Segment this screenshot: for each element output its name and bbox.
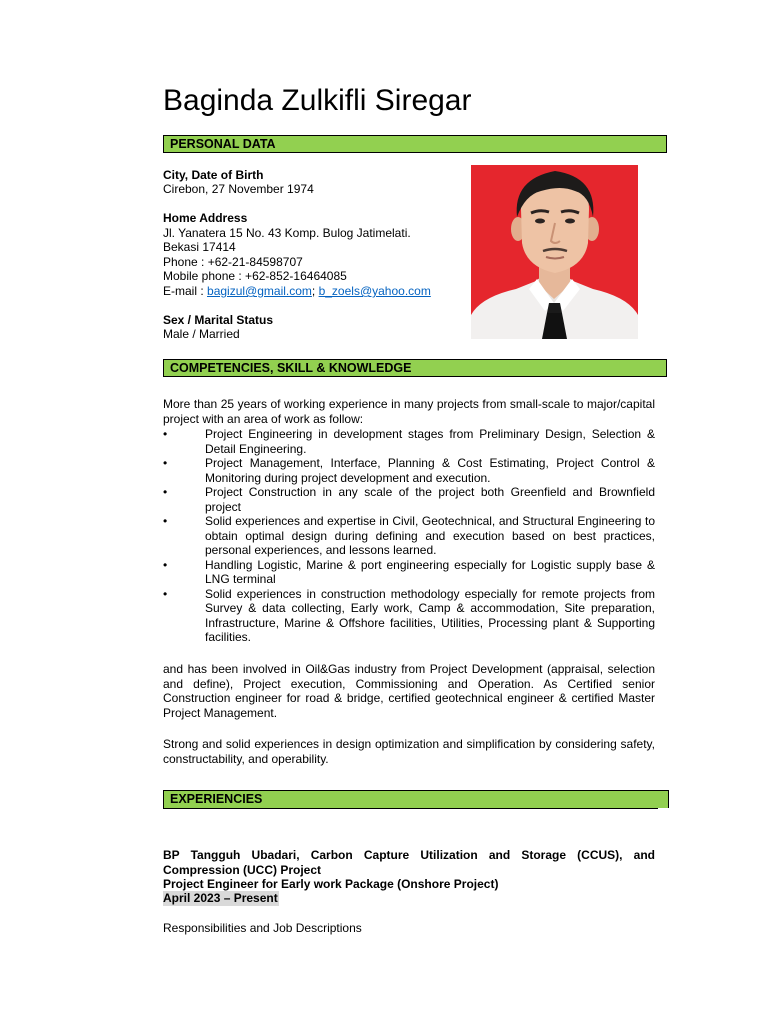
section-divider <box>163 808 658 809</box>
email-link-yahoo[interactable]: b_zoels@yahoo.com <box>318 284 431 298</box>
mobile-phone: Mobile phone : +62-852-16464085 <box>163 269 347 283</box>
competencies-list <box>163 427 655 645</box>
list-item: • Project Management, Interface, Planning & Cost Estimating, Project Control & Monitoring during project development and execution. <box>163 456 655 485</box>
profile-photo <box>471 165 638 339</box>
birth-label: City, Date of Birth <box>163 168 264 182</box>
bullet-dot: • <box>163 514 168 528</box>
job-role: Project Engineer for Early work Package (Onshore Project) <box>163 877 499 891</box>
strengths-paragraph: Strong and solid experiences in design optimization and simplification by considering safety, constructability, and operability. <box>163 737 655 766</box>
list-item: • Solid experiences in construction methodology especially for remote projects from Survey & data collecting, Early work, Camp & accommodation, Site preparation, Infrastructure, Marine & Offshore facilities, Utilities, Processing plant & Supporting facilities. <box>163 586 655 644</box>
person-name: Baginda Zulkifli Siregar <box>163 84 472 117</box>
address-line-1: Jl. Yanatera 15 No. 43 Komp. Bulog Jatimelati. <box>163 226 411 240</box>
phone: Phone : +62-21-84598707 <box>163 255 303 269</box>
address-line-2: Bekasi 17414 <box>163 240 236 254</box>
list-item: • Solid experiences and expertise in Civil, Geotechnical, and Structural Engineering to obtain optimal design during defining and execution based on best practices, personal experiences, and lessons learned. <box>163 514 655 557</box>
bullet-dot: • <box>163 427 168 441</box>
responsibilities-heading: Responsibilities and Job Descriptions <box>163 921 362 935</box>
section-header-competencies: COMPETENCIES, SKILL & KNOWLEDGE <box>163 359 667 377</box>
bullet-dot: • <box>163 557 168 572</box>
sex-marital-value: Male / Married <box>163 327 240 341</box>
job-period: April 2023 – Present <box>163 891 278 905</box>
list-item: • Handling Logistic, Marine & port engineering especially for Logistic supply base & LNG terminal <box>163 557 655 586</box>
sex-marital-label: Sex / Marital Status <box>163 313 274 327</box>
competencies-intro: More than 25 years of working experience in many projects from small-scale to major/capital project with an area of work as follow: <box>163 397 655 426</box>
email-separator: ; <box>311 284 319 298</box>
bullet-dot: • <box>163 485 168 499</box>
job-project-title: BP Tangguh Ubadari, Carbon Capture Utilization and Storage (CCUS), and Compression (UCC) Project <box>163 848 655 877</box>
list-item: • Project Construction in any scale of the project both Greenfield and Brownfield project <box>163 485 655 514</box>
bullet-dot: • <box>163 586 168 601</box>
email-label: E-mail : <box>163 284 208 298</box>
birth-value: Cirebon, 27 November 1974 <box>163 182 314 196</box>
section-header-personal-data: PERSONAL DATA <box>163 135 667 153</box>
email-line <box>163 284 431 299</box>
section-header-experiences: EXPERIENCIES <box>163 790 669 808</box>
address-label: Home Address <box>163 211 248 225</box>
list-item: • Project Engineering in development stages from Preliminary Design, Selection & Detail Engineering. <box>163 427 655 456</box>
industry-paragraph: and has been involved in Oil&Gas industry from Project Development (appraisal, selection and define), Project execution, Commissioning and Operation. As Certified senior Construction engineer for road & bridge, certified geotechnical engineer & certified Master Project Management. <box>163 662 655 720</box>
bullet-dot: • <box>163 456 168 470</box>
email-link-gmail[interactable]: bagizul@gmail.com <box>207 284 312 298</box>
